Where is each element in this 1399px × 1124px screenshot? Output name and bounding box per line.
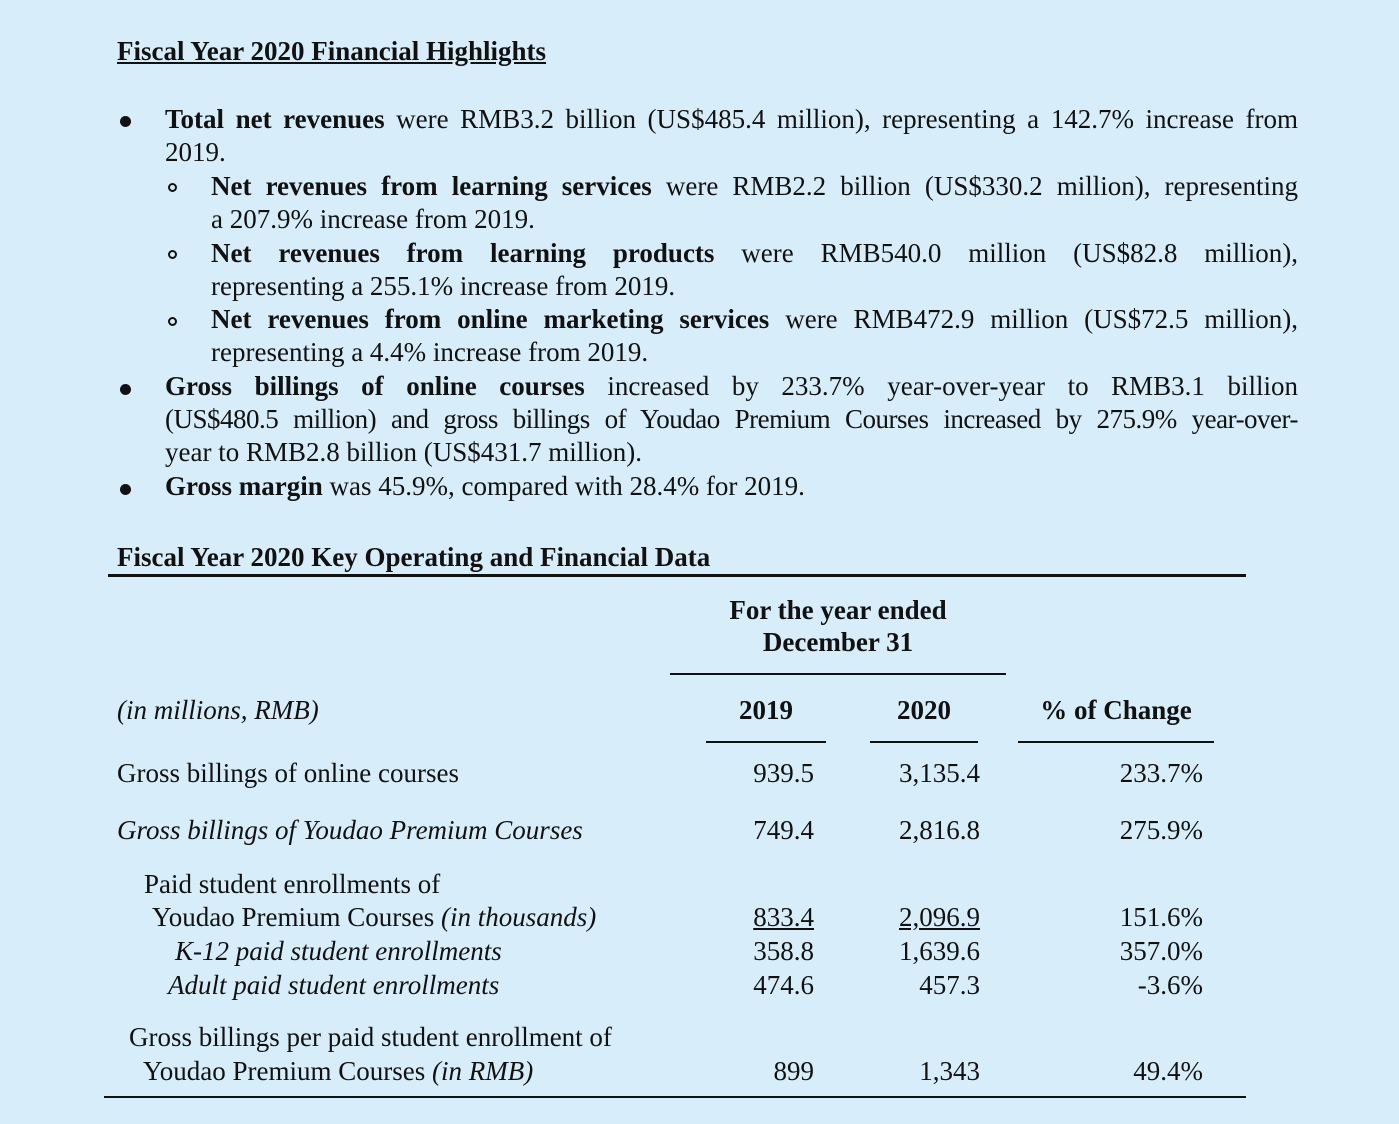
period-header-line2: December 31: [762, 627, 914, 657]
col-header-change: % of Change: [1040, 695, 1192, 725]
cell-2020: 2,816.8: [899, 815, 980, 845]
cell-2019: 833.4: [753, 902, 814, 932]
highlight-gross-billings: Gross billings of online courses increased by 233.7% year-over-year to RMB3.1 billion: [165, 371, 1298, 401]
cell-change: -3.6%: [1137, 970, 1203, 1000]
col-header-2019: 2019: [739, 695, 793, 725]
highlights-title: Fiscal Year 2020 Financial Highlights: [117, 36, 547, 66]
row-label: Gross billings of Youdao Premium Courses: [117, 815, 583, 845]
bullet-dot: [120, 384, 131, 395]
table-top-rule: [108, 574, 1246, 577]
row-label: Gross billings of online courses: [117, 758, 459, 788]
cell-2019: 474.6: [753, 970, 814, 1000]
cell-2019: 749.4: [753, 815, 814, 845]
highlight-gross-billings-cont2: year to RMB2.8 billion (US$431.7 million).: [165, 437, 642, 467]
highlight-total-revenues: Total net revenues were RMB3.2 billion (US$485.4 million), representing a 142.7% increase from: [165, 104, 1298, 134]
row-label-line2: Youdao Premium Courses (in RMB): [143, 1056, 534, 1086]
highlight-learning-products: Net revenues from learning products were RMB540.0 million (US$82.8 million),: [211, 238, 1298, 268]
cell-2020: 2,096.9: [899, 902, 980, 932]
sub-bullet-circle: [168, 250, 177, 259]
period-header-line1: For the year ended: [729, 595, 947, 625]
cell-change: 151.6%: [1119, 902, 1203, 932]
row-label-line1: Gross billings per paid student enrollment of: [129, 1022, 612, 1052]
highlight-learning-services: Net revenues from learning services were RMB2.2 billion (US$330.2 million), representing: [211, 171, 1298, 201]
cell-2020: 3,135.4: [899, 758, 980, 788]
cell-2020: 1,343: [919, 1056, 980, 1086]
col-header-2020: 2020: [897, 695, 951, 725]
bullet-dot: [120, 116, 131, 127]
bullet-dot: [120, 484, 131, 495]
sub-bullet-circle: [168, 317, 177, 326]
period-header-rule: [670, 673, 1006, 675]
unit-label: (in millions, RMB): [117, 695, 319, 725]
row-label: Adult paid student enrollments: [168, 970, 500, 1000]
row-label-line2: Youdao Premium Courses (in thousands): [152, 902, 597, 932]
col-rule-2019: [706, 741, 826, 743]
table-title: Fiscal Year 2020 Key Operating and Financial Data: [117, 542, 711, 572]
highlight-total-revenues-cont: 2019.: [165, 137, 226, 167]
highlight-gross-billings-cont: (US$480.5 million) and gross billings of Youdao Premium Courses increased by 275.9% year-over-: [165, 404, 1298, 434]
cell-2019: 899: [773, 1056, 814, 1086]
highlight-online-marketing-cont: representing a 4.4% increase from 2019.: [211, 337, 649, 367]
cell-change: 49.4%: [1133, 1056, 1203, 1086]
highlight-learning-services-cont: a 207.9% increase from 2019.: [211, 204, 535, 234]
row-label-line1: Paid student enrollments of: [144, 869, 441, 899]
highlight-learning-products-cont: representing a 255.1% increase from 2019.: [211, 271, 676, 301]
col-rule-change: [1018, 741, 1214, 743]
cell-2020: 457.3: [919, 970, 980, 1000]
cell-change: 275.9%: [1119, 815, 1203, 845]
cell-change: 357.0%: [1119, 936, 1203, 966]
table-bottom-rule: [104, 1096, 1246, 1098]
row-label: K-12 paid student enrollments: [175, 936, 502, 966]
cell-2019: 358.8: [753, 936, 814, 966]
cell-2020: 1,639.6: [899, 936, 980, 966]
cell-change: 233.7%: [1119, 758, 1203, 788]
col-rule-2020: [870, 741, 978, 743]
highlight-online-marketing: Net revenues from online marketing services were RMB472.9 million (US$72.5 million),: [211, 304, 1298, 334]
cell-2019: 939.5: [753, 758, 814, 788]
highlight-gross-margin: Gross margin was 45.9%, compared with 28.4% for 2019.: [165, 471, 805, 501]
sub-bullet-circle: [168, 183, 177, 192]
